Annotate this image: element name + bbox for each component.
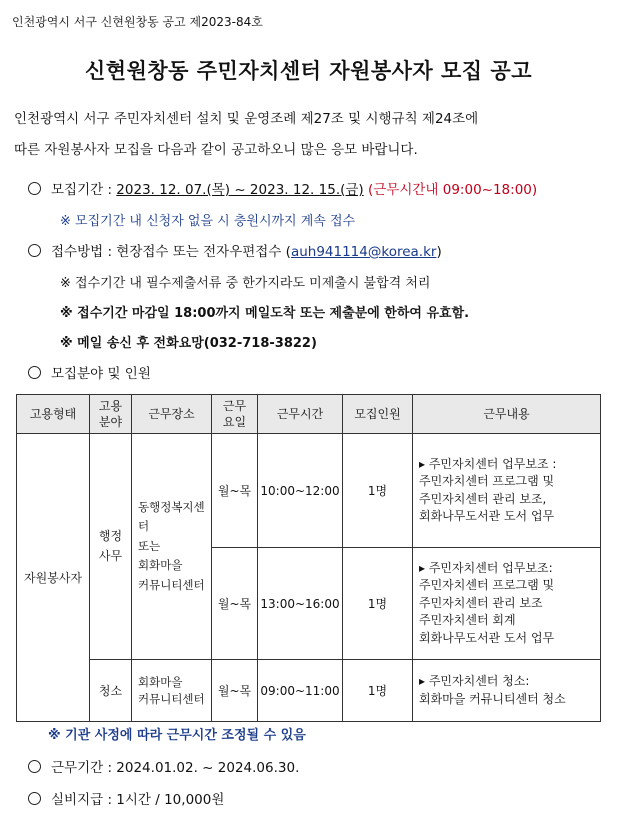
cell-field-admin: 행정 사무 bbox=[90, 434, 132, 660]
period-dates: 2023. 12. 07.(목) ~ 2023. 12. 15.(금) bbox=[116, 182, 364, 198]
header-count: 모집인원 bbox=[343, 395, 413, 434]
cell-days: 월~목 bbox=[212, 548, 258, 660]
header-time: 근무시간 bbox=[258, 395, 343, 434]
fields-label: 모집분야 및 인원 bbox=[51, 366, 151, 382]
cell-time: 10:00~12:00 bbox=[258, 434, 343, 548]
cell-days: 월~목 bbox=[212, 434, 258, 548]
header-employment-type: 고용형태 bbox=[17, 395, 90, 434]
document-number: 인천광역시 서구 신현원창동 공고 제2023-84호 bbox=[12, 15, 263, 29]
period-hours: (근무시간내 09:00~18:00) bbox=[367, 182, 538, 198]
pay-item bbox=[28, 788, 224, 808]
cell-count: 1명 bbox=[343, 660, 413, 722]
table-row bbox=[17, 434, 601, 548]
period-item bbox=[28, 178, 537, 198]
cell-days: 월~목 bbox=[212, 660, 258, 722]
table-row bbox=[17, 660, 601, 722]
cell-duties: ▸ 주민자치센터 업무보조: 주민자치센터 프로그램 및 주민자치센터 관리 보조 주민자치센터 회계 회화나무도서관 도서 업무 bbox=[413, 548, 601, 660]
header-duties: 근무내용 bbox=[413, 395, 601, 434]
cell-place-clean: 회화마을 커뮤니티센터 bbox=[132, 660, 212, 722]
cell-field-clean: 청소 bbox=[90, 660, 132, 722]
fields-item bbox=[28, 362, 151, 382]
method-label: 접수방법 : 현장접수 또는 전자우편접수 ( bbox=[51, 244, 291, 260]
method-note-1: ※ 접수기간 내 필수제출서류 중 한가지라도 미제출시 불합격 처리 bbox=[60, 276, 431, 291]
method-email-link[interactable]: auh941114@korea.kr bbox=[290, 244, 437, 260]
work-period-item bbox=[28, 756, 299, 776]
cell-count: 1명 bbox=[343, 548, 413, 660]
cell-time: 13:00~16:00 bbox=[258, 548, 343, 660]
work-period: 근무기간 : 2024.01.02. ~ 2024.06.30. bbox=[51, 760, 300, 776]
period-note: ※ 모집기간 내 신청자 없을 시 충원시까지 계속 접수 bbox=[60, 214, 356, 229]
method-note-2: ※ 접수기간 마감일 18:00까지 메일도착 또는 제출분에 한하여 유효함. bbox=[60, 306, 470, 321]
intro-line-1: 인천광역시 서구 주민자치센터 설치 및 운영조례 제27조 및 시행규칙 제24조에 bbox=[14, 111, 479, 127]
cell-duties: ▸ 주민자치센터 청소: 회화마을 커뮤니티센터 청소 bbox=[413, 660, 601, 722]
circle-bullet-icon bbox=[28, 760, 41, 773]
cell-place-admin: 동행정복지센터 또는 회화마을 커뮤니티센터 bbox=[132, 434, 212, 660]
circle-bullet-icon bbox=[28, 244, 41, 257]
cell-employment-type: 자원봉사자 bbox=[17, 434, 90, 722]
circle-bullet-icon bbox=[28, 182, 41, 195]
table-header-row bbox=[17, 395, 601, 434]
method-close: ) bbox=[436, 244, 442, 260]
cell-time: 09:00~11:00 bbox=[258, 660, 343, 722]
circle-bullet-icon bbox=[28, 792, 41, 805]
period-label: 모집기간 : bbox=[51, 182, 117, 198]
cell-duties: ▸ 주민자치센터 업무보조 : 주민자치센터 프로그램 및 주민자치센터 관리 보조, 회화나무도서관 도서 업무 bbox=[413, 434, 601, 548]
circle-bullet-icon bbox=[28, 366, 41, 379]
header-days: 근무 요일 bbox=[212, 395, 258, 434]
intro-line-2: 따른 자원봉사자 모집을 다음과 같이 공고하오니 많은 응모 바랍니다. bbox=[14, 142, 418, 158]
header-field: 고용 분야 bbox=[90, 395, 132, 434]
page-title: 신현원창동 주민자치센터 자원봉사자 모집 공고 bbox=[85, 59, 532, 83]
header-place: 근무장소 bbox=[132, 395, 212, 434]
recruitment-table bbox=[16, 394, 601, 722]
method-note-3: ※ 메일 송신 후 전화요망(032-718-3822) bbox=[60, 336, 317, 351]
cell-count: 1명 bbox=[343, 434, 413, 548]
pay: 실비지급 : 1시간 / 10,000원 bbox=[51, 792, 225, 808]
method-item bbox=[28, 240, 442, 260]
table-footnote: ※ 기관 사정에 따라 근무시간 조정될 수 있음 bbox=[48, 728, 306, 743]
